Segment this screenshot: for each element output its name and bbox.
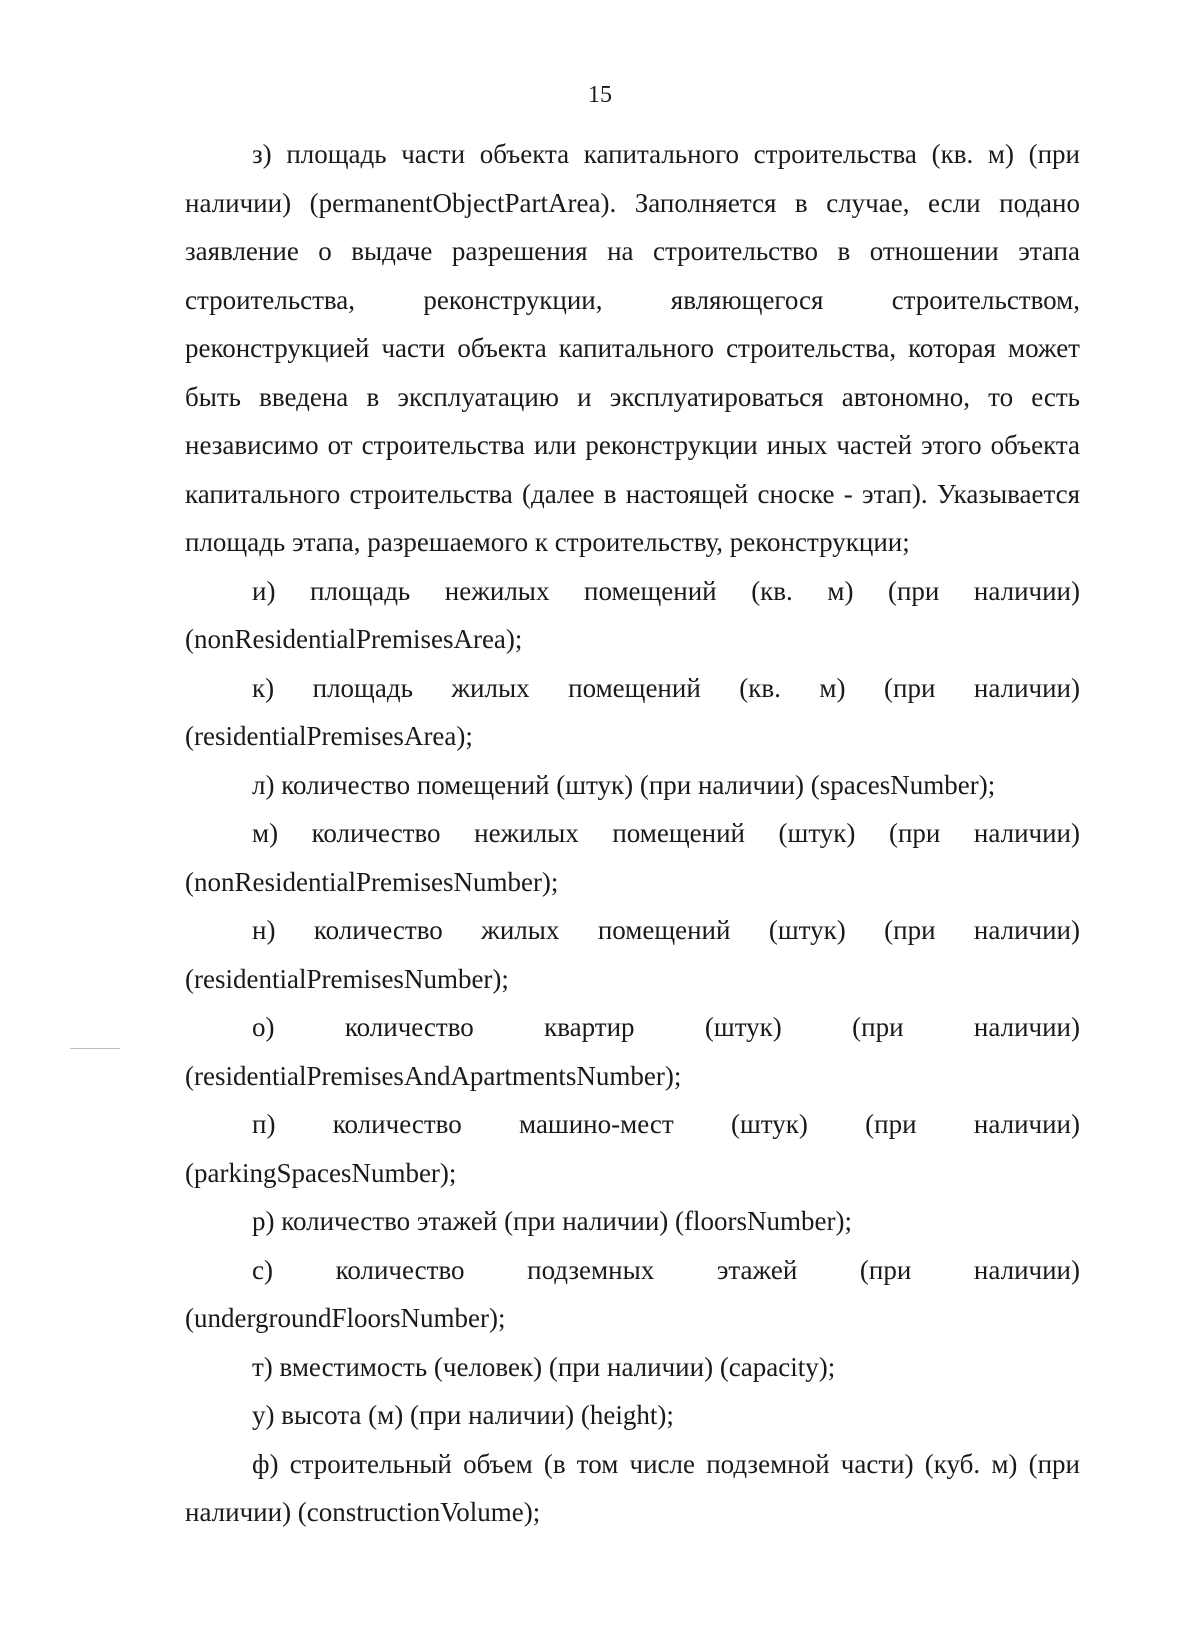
document-body <box>185 130 1080 1537</box>
paragraph-u-height: у) высота (м) (при наличии) (height); <box>252 1400 674 1430</box>
paragraph-l-spaces-number: л) количество помещений (штук) (при наличии) (spacesNumber); <box>252 769 996 800</box>
page-number: 15 <box>588 82 612 108</box>
paragraph-t-capacity: т) вместимость (человек) (при наличии) (capacity); <box>252 1351 836 1382</box>
paragraph-p-parking-spaces-number: п) количество машино-мест (штук) (при наличии) (parkingSpacesNumber); <box>185 1109 1080 1188</box>
paragraph-m-non-residential-premises-number: м) количество нежилых помещений (штук) (при наличии) (nonResidentialPremisesNumber); <box>185 818 1080 897</box>
margin-mark <box>70 1048 120 1049</box>
paragraph-z-permanent-object-part-area: з) площадь части объекта капитального строительства (кв. м) (при наличии) (permanentObjectPartArea). Заполняется в случае, если подано заявление о выдаче разрешения на строительство в отношении этапа строительства, реконструкции, являющегося строительством, реконструкцией части объекта капитального строительства, которая может быть введена в эксплуатацию и эксплуатироваться автономно, то есть независимо от строительства или реконструкции иных частей этого объекта капитального строительства (далее в настоящей сноске - этап). Указывается площадь этапа, разрешаемого к строительству, реконструкции; <box>185 139 1080 557</box>
paragraph-n-residential-premises-number: н) количество жилых помещений (штук) (при наличии) (residentialPremisesNumber); <box>185 915 1080 994</box>
paragraph-f-construction-volume: ф) строительный объем (в том числе подземной части) (куб. м) (при наличии) (constructionVolume); <box>185 1448 1080 1527</box>
paragraph-k-residential-premises-area: к) площадь жилых помещений (кв. м) (при наличии) (residentialPremisesArea); <box>185 672 1080 751</box>
paragraph-r-floors-number: р) количество этажей (при наличии) (floorsNumber); <box>252 1206 852 1236</box>
paragraph-o-apartments-number: о) количество квартир (штук) (при наличии) (residentialPremisesAndApartmentsNumber); <box>185 1012 1080 1091</box>
paragraph-i-non-residential-premises-area: и) площадь нежилых помещений (кв. м) (при наличии) (nonResidentialPremisesArea); <box>185 575 1080 654</box>
paragraph-s-underground-floors-number: с) количество подземных этажей (при наличии) (undergroundFloorsNumber); <box>185 1254 1080 1333</box>
